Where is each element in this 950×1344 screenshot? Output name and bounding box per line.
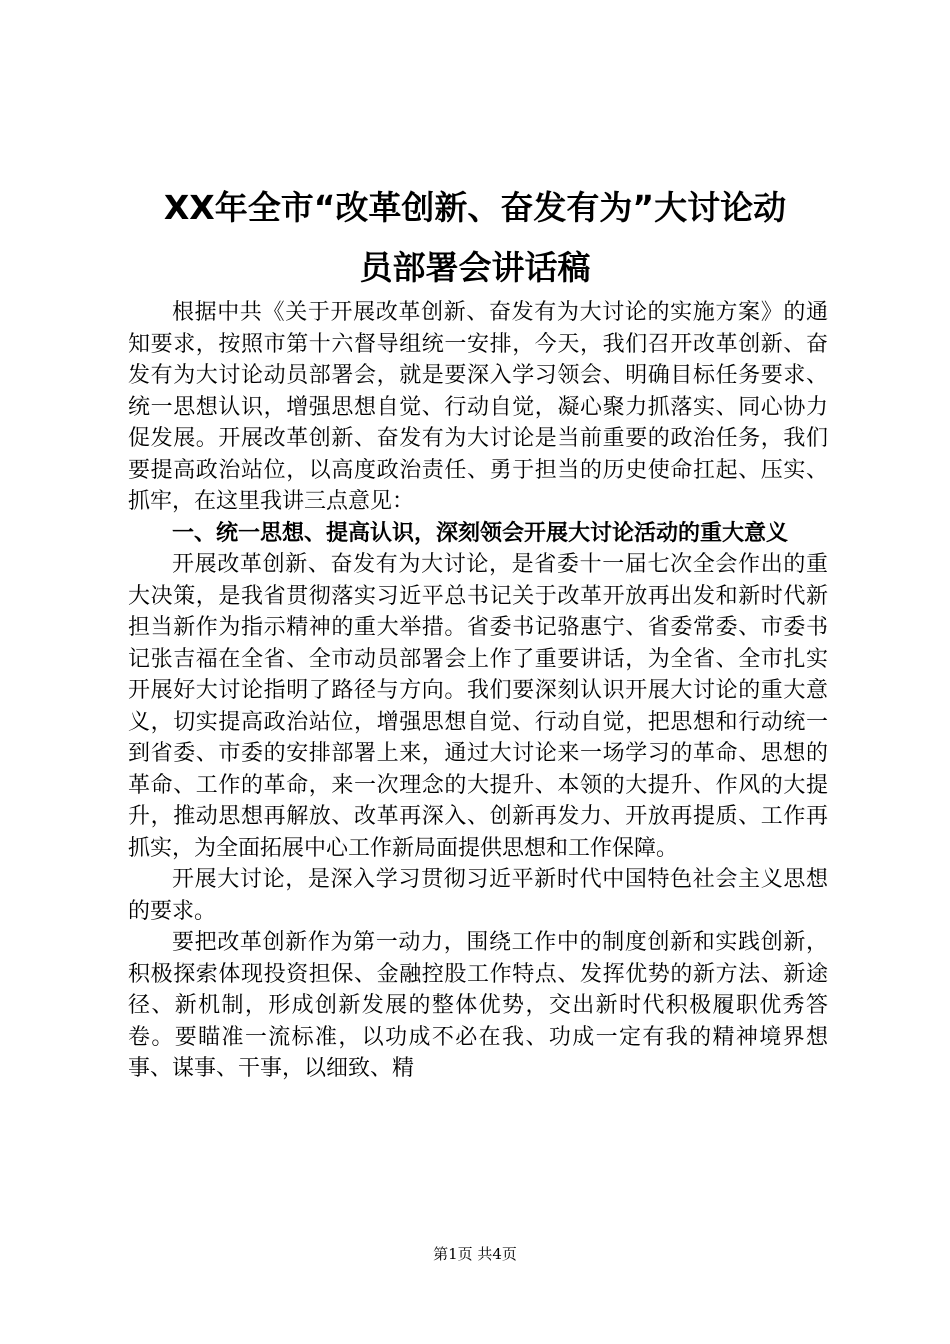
- document-title-line-2: 员部署会讲话稿: [359, 248, 591, 287]
- page-footer: 第1页 共4页: [433, 1245, 517, 1263]
- paragraph-intro: 根据中共《关于开展改革创新、奋发有为大讨论的实施方案》的通知要求，按照市第十六督导组统一安排，今天，我们召开改革创新、奋发有为大讨论动员部署会，就是要深入学习领会、明确目标任务要求、统一思想认识，增强思想自觉、行动自觉，凝心聚力抓落实、同心协力促发展。开展改革创新、奋发有为大讨论是当前重要的政治任务，我们要提高政治站位，以高度政治责任、勇于担当的历史使命扛起、压实、抓牢，在这里我讲三点意见：: [128, 300, 828, 514]
- paragraph-innovation: 要把改革创新作为第一动力，围绕工作中的制度创新和实践创新，积极探索体现投资担保、金融控股工作特点、发挥优势的新方法、新途径、新机制，形成创新发展的整体优势，交出新时代积极履职优秀答卷。要瞄准一流标准，以功成不必在我、功成一定有我的精神境界想事、谋事、干事，以细致、精: [128, 930, 828, 1081]
- document-body: [128, 297, 828, 1085]
- document-title-line-1: XX年全市“改革创新、奋发有为”大讨论动: [163, 188, 787, 227]
- section-heading-1: 一、统一思想、提高认识，深刻领会开展大讨论活动的重大意义: [172, 520, 789, 546]
- paragraph-requirement: 开展大讨论，是深入学习贯彻习近平新时代中国特色社会主义思想的要求。: [128, 867, 828, 924]
- paragraph-significance: 开展改革创新、奋发有为大讨论，是省委十一届七次全会作出的重大决策，是我省贯彻落实习近平总书记关于改革开放再出发和新时代新担当新作为指示精神的重大举措。省委书记骆惠宁、省委常委、市委书记张吉福在全省、全市动员部署会上作了重要讲话，为全省、全市扎实开展好大讨论指明了路径与方向。我们要深刻认识开展大讨论的重大意义，切实提高政治站位，增强思想自觉、行动自觉，把思想和行动统一到省委、市委的安排部署上来，通过大讨论来一场学习的革命、思想的革命、工作的革命，来一次理念的大提升、本领的大提升、作风的大提升，推动思想再解放、改革再深入、创新再发力、开放再提质、工作再抓实，为全面拓展中心工作新局面提供思想和工作保障。: [128, 552, 828, 861]
